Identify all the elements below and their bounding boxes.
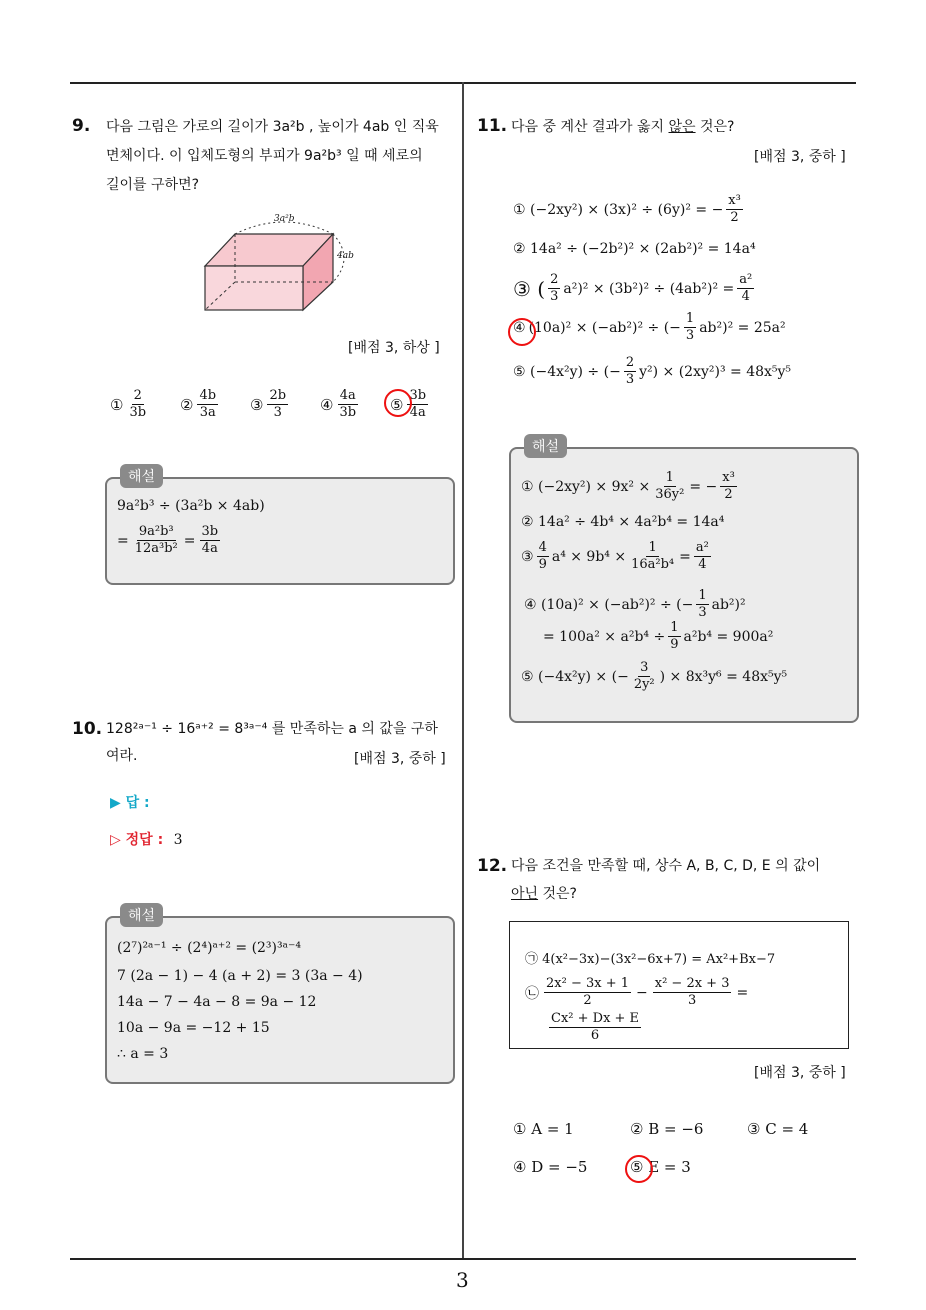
q9-fig-label-right: 4ab [337, 251, 354, 261]
q11-option-5[interactable]: ⑤ (−4x²y) ÷ (− $\frac{2}{3}$ y²) × (2xy²)³ = 48x⁵y⁵ [513, 355, 792, 387]
q10-correct-row [110, 829, 183, 849]
q11-solution-line3: ③ $\frac{4}{9}$ a⁴ × 9b⁴ × $\frac{1}{\text{16a²b⁴}}$ = $\frac{\text{a²}}{4}$ [521, 540, 709, 572]
q11-option-4[interactable]: ④ (10a)² × (−ab²)² ÷ (− $\frac{1}{3}$ ab²)² = 25a² [513, 311, 786, 343]
bottom-rule [70, 1258, 856, 1260]
q11-solution-line4: ④ (10a)² × (−ab²)² ÷ (− $\frac{1}{3}$ ab²)² [524, 588, 746, 620]
q10-solution-line2: 7 (2a − 1) − 4 (a + 2) = 3 (3a − 4) [117, 968, 363, 984]
q12-condition-1: ㉠ 4(x²−3x)−(3x²−6x+7) = Ax²+Bx−7 [525, 952, 776, 967]
q10-correct-label: ▷ 정답 : [110, 832, 164, 848]
q9-solution-line1: 9a²b³ ÷ (3a²b × 4ab) [117, 498, 265, 514]
choice-fraction: $\frac{3b}{4a}$ [409, 388, 427, 420]
q11-solution-line1: ① (−2xy²) × 9x² × $\frac{1}{\text{36y²}}$ = − $\frac{\text{x³}}{2}$ [521, 470, 735, 502]
q10-correct-value: 3 [173, 832, 183, 848]
q9-choice-2[interactable] [180, 388, 218, 421]
q12-condition-2-result: $\frac{\text{Cx² + Dx + E}}{6}$ [551, 1011, 640, 1043]
q12-condition-2: ㉡ $\frac{\text{2x² − 3x + 1}}{2}$ − $\frac{\text{x² − 2x + 3}}{3}$ = [525, 976, 749, 1008]
choice-marker: ① [110, 395, 124, 414]
q9-choice-4[interactable] [320, 388, 358, 421]
q10-solution-line4: 10a − 9a = −12 + 15 [117, 1020, 270, 1036]
q9-answer-circle-mark [384, 389, 412, 417]
q10-text-line2: 여라. [106, 748, 138, 764]
q10-text-line1: 128²ᵃ⁻¹ ÷ 16ᵃ⁺² = 8³ᵃ⁻⁴ 를 만족하는 a 의 값을 구하 [106, 721, 438, 737]
q10-score: [배점 3, 중하 ] [354, 751, 446, 767]
q12-text-line2: 아닌 것은? [511, 886, 577, 902]
q11-text: 다음 중 계산 결과가 옳지 않은 것은? [511, 119, 735, 135]
q11-underlined-word: 않은 [668, 119, 696, 135]
q11-answer-circle-mark [508, 318, 536, 346]
q12-answer-circle-mark [625, 1155, 653, 1183]
q11-solution-line6: ⑤ (−4x²y) × (− $\frac{3}{\text{2y²}}$ ) × 8x³y⁶ = 48x⁵y⁵ [521, 660, 788, 692]
q9-solution-tab: 해설 [120, 464, 163, 488]
choice-marker: ② [180, 395, 194, 414]
q10-solution-line1: (2⁷)²ᵃ⁻¹ ÷ (2⁴)ᵃ⁺² = (2³)³ᵃ⁻⁴ [117, 940, 302, 956]
q10-number: 10. [72, 719, 103, 739]
q9-text-line2: 면체이다. 이 입체도형의 부피가 9a²b³ 일 때 세로의 [106, 148, 423, 164]
column-divider [462, 82, 464, 1260]
q9-score: [배점 3, 하상 ] [348, 340, 440, 356]
q10-answer-label[interactable]: ▶ 답 : [110, 795, 150, 811]
q11-score: [배점 3, 중하 ] [754, 149, 846, 165]
page-number: 3 [456, 1268, 469, 1292]
q10-solution-line5: ∴ a = 3 [117, 1046, 169, 1062]
q12-choice-2[interactable]: ② B = −6 [630, 1120, 704, 1138]
q12-choice-1[interactable]: ① A = 1 [513, 1120, 574, 1138]
q11-number: 11. [477, 116, 508, 136]
q9-choice-1[interactable] [110, 388, 148, 421]
q11-option-3[interactable]: ③ ( $\frac{2}{3}$ a²)² × (3b²)² ÷ (4ab²)² = $\frac{\text{a²}}{4}$ [513, 272, 753, 304]
q9-number: 9. [72, 116, 91, 136]
q9-choice-3[interactable] [250, 388, 288, 421]
choice-marker: ④ [320, 395, 334, 414]
q10-solution-line3: 14a − 7 − 4a − 8 = 9a − 12 [117, 994, 317, 1010]
q11-solution-tab: 해설 [524, 434, 567, 458]
q12-choice-3[interactable]: ③ C = 4 [747, 1120, 809, 1138]
q10-solution-tab: 해설 [120, 903, 163, 927]
q9-fig-label-top: 3a²b [274, 214, 295, 224]
q11-option-2[interactable]: ② 14a² ÷ (−2b²)² × (2ab²)² = 14a⁴ [513, 241, 756, 257]
q9-text-line1: 다음 그림은 가로의 길이가 3a²b , 높이가 4ab 인 직육 [106, 119, 439, 135]
choice-marker: ③ [250, 395, 264, 414]
q12-number: 12. [477, 856, 508, 876]
q11-solution-line2: ② 14a² ÷ 4b⁴ × 4a²b⁴ = 14a⁴ [521, 514, 725, 530]
q12-text-line1: 다음 조건을 만족할 때, 상수 A, B, C, D, E 의 값이 [511, 858, 821, 874]
q11-solution-line5: = 100a² × a²b⁴ ÷ $\frac{1}{9}$ a²b⁴ = 900a² [543, 620, 774, 652]
q12-choice-4[interactable]: ④ D = −5 [513, 1158, 588, 1176]
q11-option-1[interactable]: ① (−2xy²) × (3x)² ÷ (6y)² = − $\frac{\text{x³}}{2}$ [513, 193, 741, 225]
choice-fraction: $\frac{2}{3b}$ [129, 388, 147, 420]
choice-marker: ⑤ [390, 395, 404, 414]
q12-choice-5[interactable]: ⑤ E = 3 [630, 1158, 691, 1176]
choice-fraction: $\frac{2b}{3}$ [269, 388, 287, 420]
q9-cuboid-figure [195, 210, 365, 320]
q9-solution-line2: = $\frac{\text{9a²b³}}{\text{12a³b²}}$ = $\frac{3b}{4a}$ [117, 524, 219, 556]
choice-fraction: $\frac{4b}{3a}$ [199, 388, 217, 420]
q12-underlined-word: 아닌 [511, 886, 539, 902]
q12-score: [배점 3, 중하 ] [754, 1065, 846, 1081]
q9-text-line3: 길이를 구하면? [106, 177, 200, 193]
choice-fraction: $\frac{4a}{3b}$ [339, 388, 357, 420]
